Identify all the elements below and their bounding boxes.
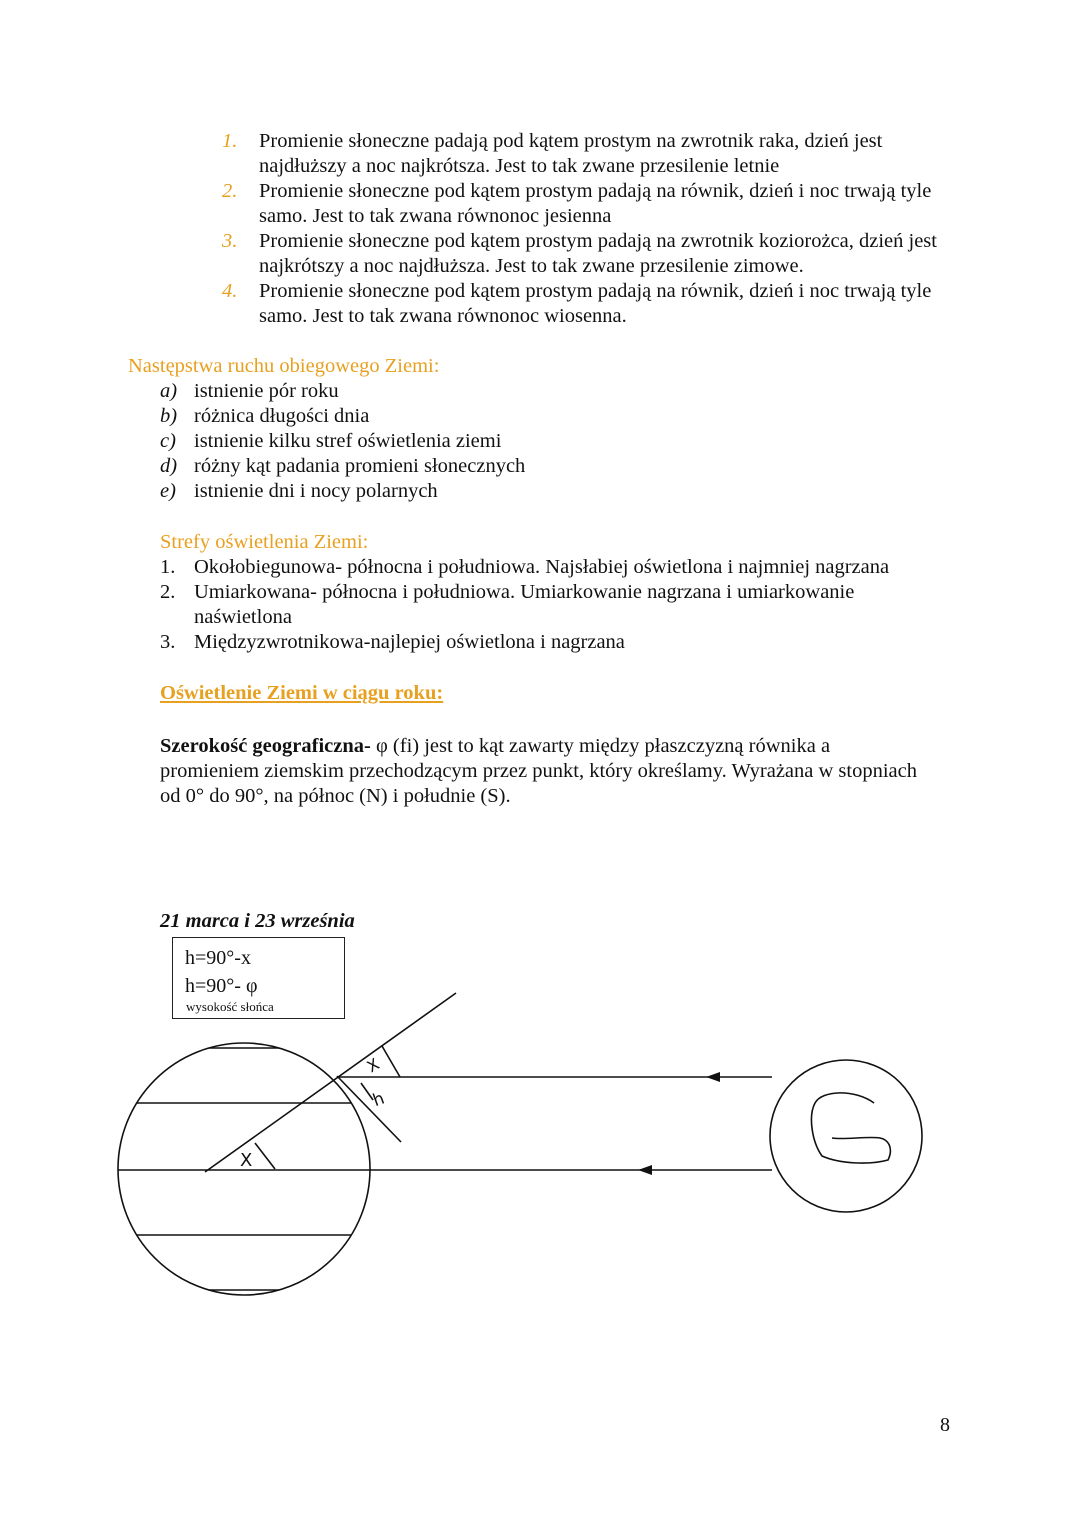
list-number: 2.	[160, 581, 176, 603]
page-number: 8	[940, 1414, 950, 1436]
horizon-line	[337, 1076, 401, 1142]
list-text: różnica długości dnia	[194, 405, 370, 427]
list-text: Promienie słoneczne pod kątem prostym padają na równik, dzień i noc trwają tyle samo. Jest to tak zwana równonoc wiosenna.	[259, 280, 932, 327]
label-x-center: X	[240, 1150, 253, 1171]
list-number: 4.	[222, 280, 238, 302]
list-text: istnienie pór roku	[194, 380, 339, 402]
angle-mark-center	[255, 1143, 275, 1169]
earth-radius-line	[205, 993, 456, 1172]
latitude-term: Szerokość geograficzna-	[160, 735, 371, 757]
list-number: 1.	[222, 130, 238, 152]
list-text: istnienie kilku stref oświetlenia ziemi	[194, 430, 502, 452]
list-letter: c)	[160, 430, 176, 452]
latitude-text: φ (fi) jest to kąt zawarty między płaszczyzną równika a promieniem ziemskim przechodzącym przez punkt, który określamy. Wyrażana w stopniach od 0° do 90°, na północ (N) i południe (S).	[160, 735, 917, 807]
consequences-heading: Następstwa ruchu obiegowego Ziemi:	[128, 355, 440, 377]
list-text: Okołobiegunowa- północna i południowa. Najsłabiej oświetlona i najmniej nagrzana	[194, 556, 890, 578]
diagram-title: 21 marca i 23 września	[160, 910, 355, 932]
list-letter: b)	[160, 405, 178, 427]
list-number: 3.	[160, 631, 176, 653]
list-number: 1.	[160, 556, 176, 578]
list-text: Umiarkowana- północna i południowa. Umiarkowanie nagrzana i umiarkowanie naświetlona	[194, 581, 855, 628]
arrow-head-upper	[706, 1072, 720, 1082]
formula-caption: wysokość słońca	[186, 999, 274, 1014]
label-h: h	[370, 1088, 388, 1112]
zones-heading: Strefy oświetlenia Ziemi:	[160, 531, 369, 553]
sun-scribble	[811, 1093, 890, 1163]
list-text: Promienie słoneczne pod kątem prostym padają na równik, dzień i noc trwają tyle samo. Jest to tak zwana równonoc jesienna	[259, 180, 932, 227]
list-letter: a)	[160, 380, 178, 402]
list-text: istnienie dni i nocy polarnych	[194, 480, 438, 502]
illumination-heading: Oświetlenie Ziemi w ciągu roku:	[160, 682, 444, 704]
list-number: 2.	[222, 180, 238, 202]
formula-line-2: h=90°- φ	[185, 975, 258, 997]
list-text: Promienie słoneczne pod kątem prostym padają na zwrotnik koziorożca, dzień jest najkrótszy a noc najdłuższa. Jest to tak zwane przesilenie zimowe.	[259, 230, 937, 277]
list-text: Promienie słoneczne padają pod kątem prostym na zwrotnik raka, dzień jest najdłuższy a noc najkrótsza. Jest to tak zwane przesilenie letnie	[259, 130, 883, 177]
list-letter: e)	[160, 480, 176, 502]
formula-line-1: h=90°-x	[185, 947, 251, 969]
list-text: różny kąt padania promieni słonecznych	[194, 455, 526, 477]
label-x-surface: X	[363, 1054, 383, 1077]
list-number: 3.	[222, 230, 238, 252]
angle-mark-surface	[382, 1046, 400, 1077]
sun-circle	[770, 1060, 922, 1212]
list-text: Międzyzwrotnikowa-najlepiej oświetlona i nagrzana	[194, 631, 625, 653]
arrow-head-lower	[638, 1165, 652, 1175]
list-letter: d)	[160, 455, 178, 477]
